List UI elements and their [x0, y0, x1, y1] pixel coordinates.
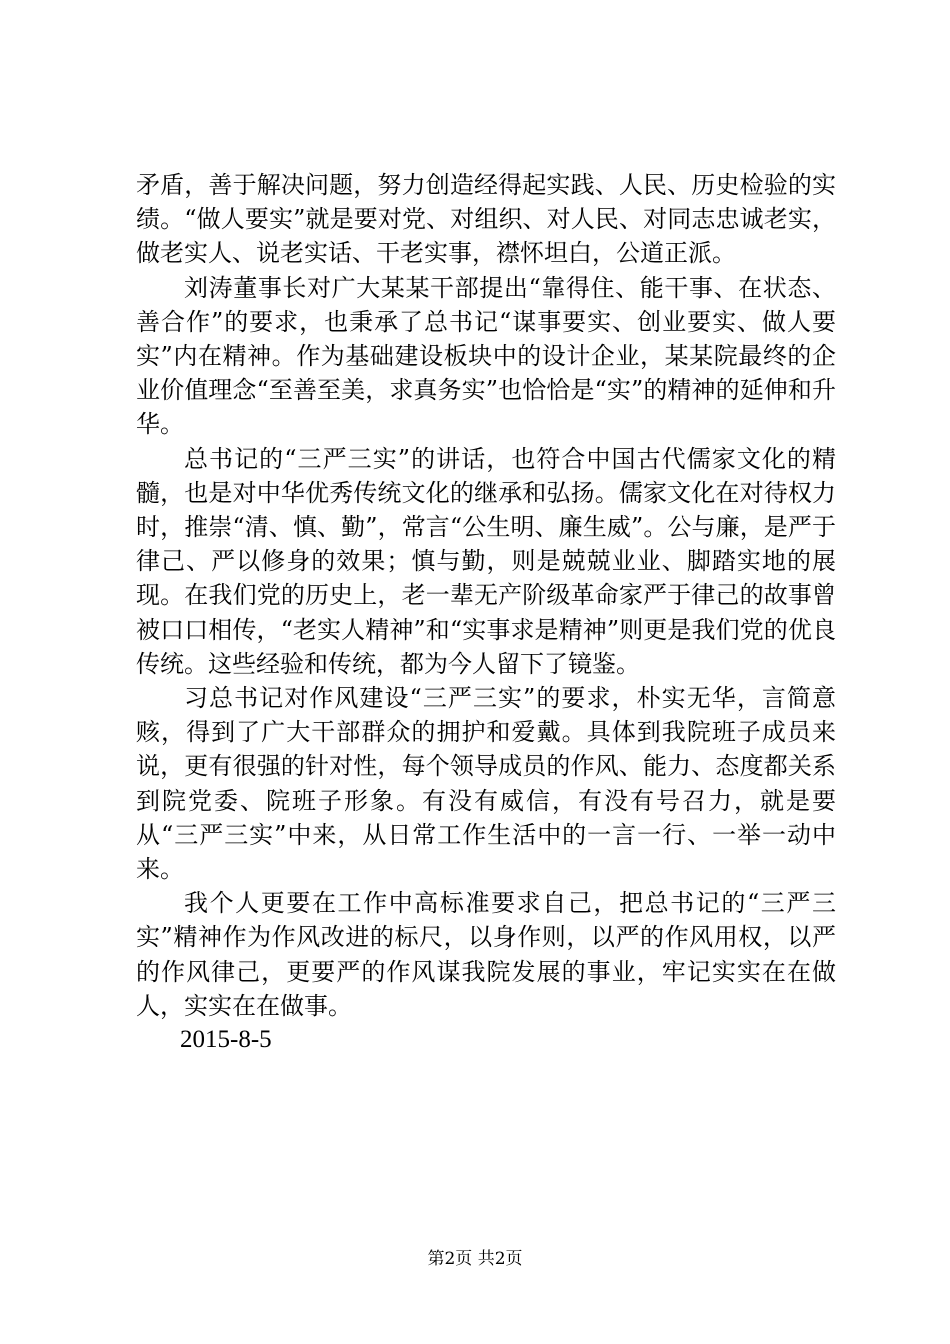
paragraph-3: 总书记的“三严三实”的讲话，也符合中国古代儒家文化的精髓，也是对中华优秀传统文化的继承和弘扬。儒家文化在对待权力时，推崇“清、慎、勤”，常言“公生明、廉生威”。公与廉，是严于律己、严以修身的效果；慎与勤，则是兢兢业业、脚踏实地的展现。在我们党的历史上，老一辈无产阶级革命家严于律己的故事曾被口口相传，“老实人精神”和“实事求是精神”则更是我们党的优良传统。这些经验和传统，都为今人留下了镜鉴。: [136, 444, 836, 678]
paragraph-1: 矛盾，善于解决问题，努力创造经得起实践、人民、历史检验的实绩。“做人要实”就是要对党、对组织、对人民、对同志忠诚老实，做老实人、说老实话、干老实事，襟怀坦白，公道正派。: [136, 171, 836, 268]
paragraph-2: 刘涛董事长对广大某某干部提出“靠得住、能干事、在状态、善合作”的要求，也秉承了总书记“谋事要实、创业要实、做人要实”内在精神。作为基础建设板块中的设计企业，某某院最终的企业价值理念“至善至美，求真务实”也恰恰是“实”的精神的延伸和升华。: [136, 273, 836, 439]
paragraph-4: 习总书记对作风建设“三严三实”的要求，朴实无华，言简意赅，得到了广大干部群众的拥护和爱戴。具体到我院班子成员来说，更有很强的针对性，每个领导成员的作风、能力、态度都关系到院党委、院班子形象。有没有威信，有没有号召力，就是要从“三严三实”中来，从日常工作生活中的一言一行、一举一动中来。: [136, 684, 836, 884]
page-footer: 第2页 共2页: [427, 1249, 523, 1269]
document-body: [136, 168, 836, 1057]
paragraph-5: 我个人更要在工作中高标准要求自己，把总书记的“三严三实”精神作为作风改进的标尺，以身作则，以严的作风用权，以严的作风律己，更要严的作风谋我院发展的事业，牢记实实在在做人，实实在在做事。: [136, 889, 836, 1020]
document-date: 2015-8-5: [180, 1026, 272, 1054]
